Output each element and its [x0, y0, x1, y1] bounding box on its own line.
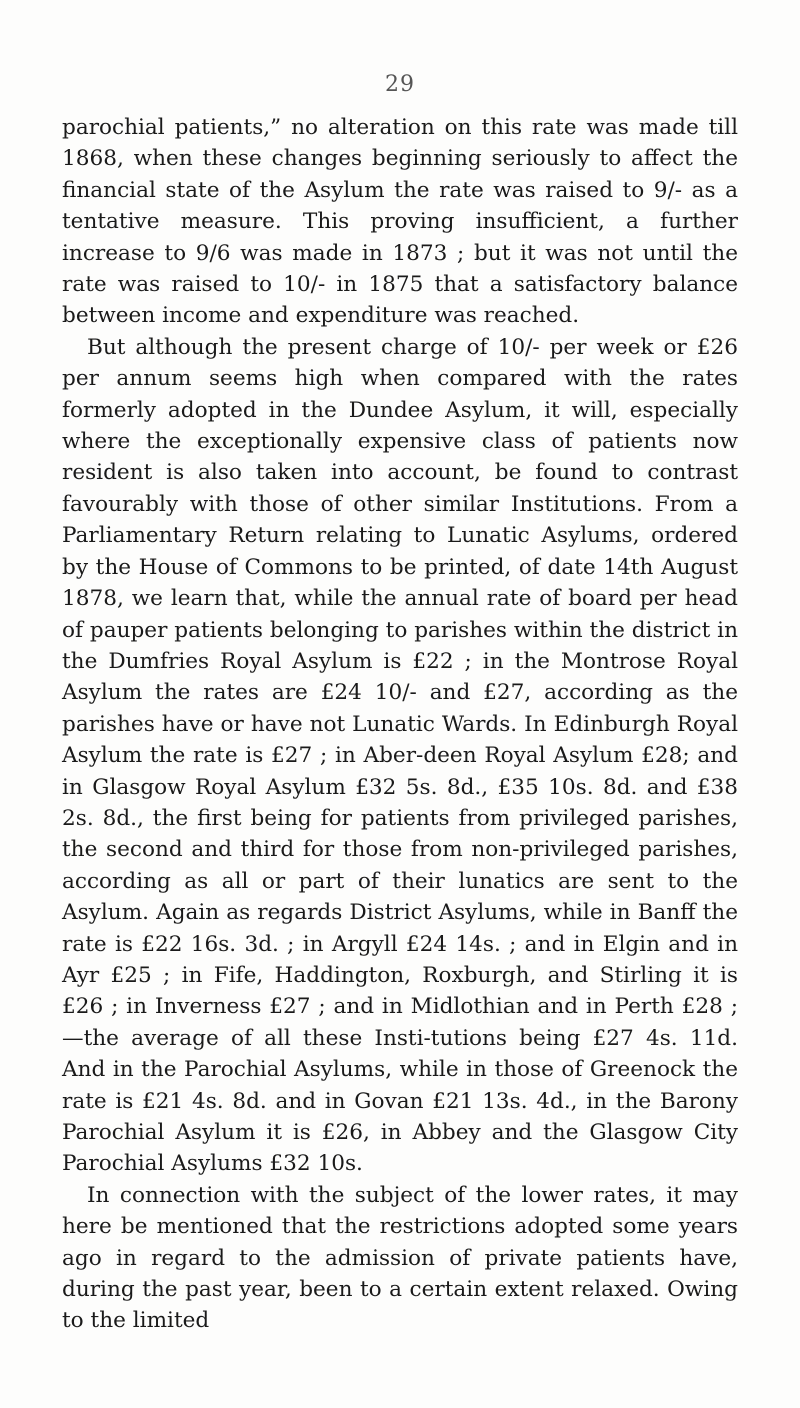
paragraph-continuation: parochial patients,” no alteration on this rate was made till 1868, when these changes beginning seriously to affect the financial state of the Asylum the rate was raised to 9/- as a tentative measure. This proving insufficient, a further increase to 9/6 was made in 1873 ; but it was not until the rate was raised to 10/- in 1875 that a satisfactory balance between income and expenditure was reached. [62, 115, 738, 329]
paragraph-rates-comparison: But although the present charge of 10/- per week or £26 per annum seems high when compared with the rates formerly adopted in the Dundee Asylum, it will, especially where the exceptionally expensive class of patients now resident is also taken into account, be found to contrast favourably with those of other similar Institutions. From a Parliamentary Return relating to Lunatic Asylums, ordered by the House of Commons to be printed, of date 14th August 1878, we learn that, while the annual rate of board per head of pauper patients belonging to parishes within the district in the Dumfries Royal Asylum is £22 ; in the Montrose Royal Asylum the rates are £24 10/- and £27, according as the parishes have or have not Lunatic Wards. In Edinburgh Royal Asylum the rate is £27 ; in Aber-deen Royal Asylum £28; and in Glasgow Royal Asylum £32 5s. 8d., £35 10s. 8d. and £38 2s. 8d., the first being for patients from privileged parishes, the second and third for those from non-privileged parishes, according as all or part of their lunatics are sent to the Asylum. Again as regards District Asylums, while in Banff the rate is £22 16s. 3d. ; in Argyll £24 14s. ; and in Elgin and in Ayr £25 ; in Fife, Haddington, Roxburgh, and Stirling it is £26 ; in Inverness £27 ; and in Midlothian and in Perth £28 ;—the average of all these Insti-tutions being £27 4s. 11d. And in the Parochial Asylums, while in those of Greenock the rate is £21 4s. 8d. and in Govan £21 13s. 4d., in the Barony Parochial Asylum it is £26, in Abbey and the Glasgow City Parochial Asylums £32 10s. [62, 334, 738, 1177]
paragraph-private-patients: In connection with the subject of the lower rates, it may here be mentioned that the restrictions adopted some years ago in regard to the admission of private patients have, during the past year, been to a certain extent relaxed. Owing to the limited [62, 1182, 738, 1334]
page-number: 29 [385, 72, 415, 97]
body-text [62, 112, 738, 1337]
